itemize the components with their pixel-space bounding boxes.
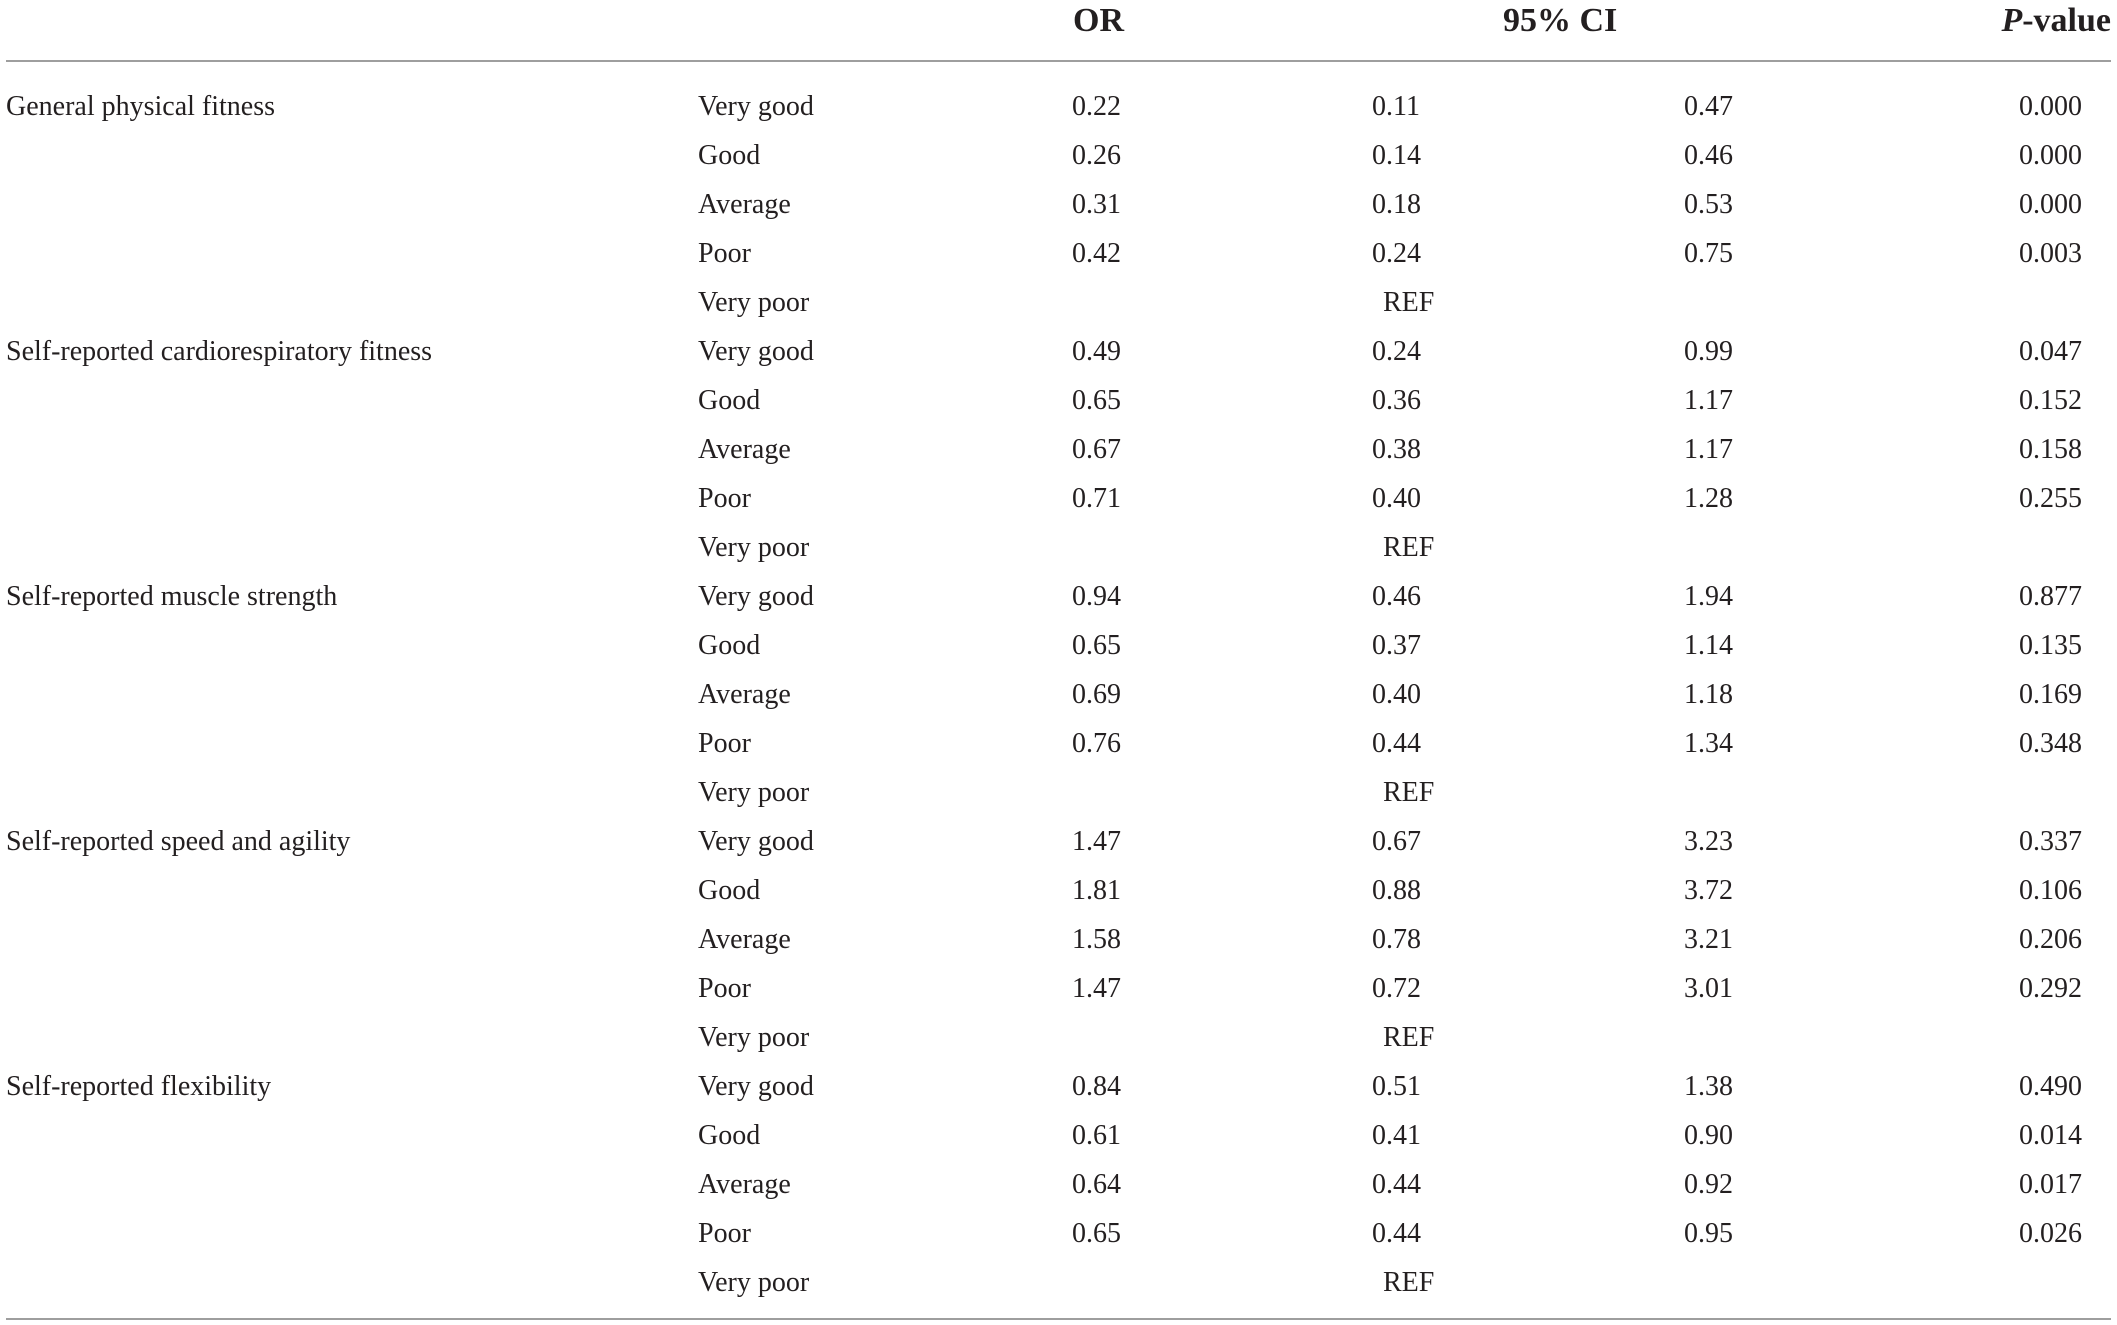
table-row [0, 1160, 2117, 1209]
variable-name: Self-reported muscle strength [6, 581, 338, 612]
table-row [0, 180, 2117, 229]
ci-lower-value: 0.44 [1372, 1218, 1421, 1249]
ci-lower-value: 0.24 [1372, 238, 1421, 269]
ci-lower-value: 0.40 [1372, 483, 1421, 514]
odds-ratio-value: 0.22 [1072, 91, 1121, 122]
ci-lower-value: 0.24 [1372, 336, 1421, 367]
table-row [0, 572, 2117, 621]
level-label: Good [698, 630, 761, 661]
level-label: Very poor [698, 1267, 810, 1298]
reference-label: REF [1383, 1267, 1435, 1298]
table-row [0, 866, 2117, 915]
ci-lower-value: 0.18 [1372, 189, 1421, 220]
ci-lower-value: 0.14 [1372, 140, 1421, 171]
p-value: 0.490 [2019, 1071, 2082, 1102]
variable-name: Self-reported speed and agility [6, 826, 351, 857]
reference-label: REF [1383, 1022, 1435, 1053]
table-header [0, 0, 2117, 60]
ci-upper-value: 0.47 [1684, 91, 1733, 122]
table-row [0, 376, 2117, 425]
table-row [0, 474, 2117, 523]
header-or: OR [1073, 2, 1124, 39]
reference-label: REF [1383, 777, 1435, 808]
p-value: 0.106 [2019, 875, 2082, 906]
level-label: Very good [698, 826, 814, 857]
level-label: Very poor [698, 777, 810, 808]
ci-upper-value: 1.18 [1684, 679, 1733, 710]
table-row [0, 523, 2117, 572]
p-value: 0.337 [2019, 826, 2082, 857]
ci-lower-value: 0.88 [1372, 875, 1421, 906]
ci-lower-value: 0.37 [1372, 630, 1421, 661]
level-label: Poor [698, 483, 751, 514]
odds-ratio-value: 0.71 [1072, 483, 1121, 514]
ci-upper-value: 0.95 [1684, 1218, 1733, 1249]
p-value: 0.348 [2019, 728, 2082, 759]
p-value: 0.000 [2019, 91, 2082, 122]
header-p-value [2001, 0, 2111, 42]
level-label: Good [698, 1120, 761, 1151]
odds-ratio-value: 0.65 [1072, 630, 1121, 661]
ci-lower-value: 0.72 [1372, 973, 1421, 1004]
reference-label: REF [1383, 532, 1435, 563]
level-label: Good [698, 140, 761, 171]
ci-upper-value: 0.90 [1684, 1120, 1733, 1151]
p-value: 0.014 [2019, 1120, 2082, 1151]
table-row [0, 229, 2117, 278]
variable-name: General physical fitness [6, 91, 276, 122]
level-label: Very poor [698, 532, 810, 563]
table-row [0, 817, 2117, 866]
ci-upper-value: 3.23 [1684, 826, 1733, 857]
odds-ratio-value: 1.47 [1072, 973, 1121, 1004]
table-row [0, 278, 2117, 327]
odds-ratio-value: 0.76 [1072, 728, 1121, 759]
ci-upper-value: 0.75 [1684, 238, 1733, 269]
p-value: 0.047 [2019, 336, 2082, 367]
ci-lower-value: 0.38 [1372, 434, 1421, 465]
ci-lower-value: 0.36 [1372, 385, 1421, 416]
odds-ratio-value: 1.58 [1072, 924, 1121, 955]
ci-upper-value: 0.46 [1684, 140, 1733, 171]
ci-lower-value: 0.41 [1372, 1120, 1421, 1151]
p-value: 0.206 [2019, 924, 2082, 955]
odds-ratio-value: 0.94 [1072, 581, 1121, 612]
bottom-rule [6, 1318, 2111, 1320]
ci-upper-value: 3.01 [1684, 973, 1733, 1004]
level-label: Very good [698, 1071, 814, 1102]
level-label: Average [698, 679, 791, 710]
level-label: Average [698, 924, 791, 955]
table-row [0, 621, 2117, 670]
odds-ratio-value: 0.49 [1072, 336, 1121, 367]
odds-ratio-value: 0.64 [1072, 1169, 1121, 1200]
table-row [0, 915, 2117, 964]
level-label: Average [698, 189, 791, 220]
table-row [0, 719, 2117, 768]
ci-upper-value: 0.53 [1684, 189, 1733, 220]
table-row [0, 82, 2117, 131]
p-value: 0.026 [2019, 1218, 2082, 1249]
level-label: Poor [698, 973, 751, 1004]
p-value: 0.017 [2019, 1169, 2082, 1200]
ci-lower-value: 0.44 [1372, 1169, 1421, 1200]
ci-upper-value: 1.38 [1684, 1071, 1733, 1102]
ci-upper-value: 0.99 [1684, 336, 1733, 367]
table-row [0, 1209, 2117, 1258]
level-label: Very poor [698, 1022, 810, 1053]
ci-upper-value: 1.34 [1684, 728, 1733, 759]
ci-upper-value: 3.21 [1684, 924, 1733, 955]
level-label: Good [698, 875, 761, 906]
reference-label: REF [1383, 287, 1435, 318]
variable-name: Self-reported flexibility [6, 1071, 272, 1102]
level-label: Very good [698, 336, 814, 367]
odds-ratio-value: 0.69 [1072, 679, 1121, 710]
level-label: Very good [698, 581, 814, 612]
table-row [0, 670, 2117, 719]
level-label: Very poor [698, 287, 810, 318]
p-value: 0.255 [2019, 483, 2082, 514]
ci-lower-value: 0.46 [1372, 581, 1421, 612]
ci-lower-value: 0.44 [1372, 728, 1421, 759]
table-row [0, 964, 2117, 1013]
ci-upper-value: 1.14 [1684, 630, 1733, 661]
table-row [0, 768, 2117, 817]
p-value: 0.003 [2019, 238, 2082, 269]
p-value: 0.135 [2019, 630, 2082, 661]
table-row [0, 1062, 2117, 1111]
header-p-italic: P [2001, 2, 2023, 39]
p-value: 0.152 [2019, 385, 2082, 416]
level-label: Poor [698, 238, 751, 269]
ci-lower-value: 0.78 [1372, 924, 1421, 955]
odds-ratio-value: 0.65 [1072, 385, 1121, 416]
level-label: Very good [698, 91, 814, 122]
level-label: Poor [698, 728, 751, 759]
table-body [0, 82, 2117, 1307]
ci-upper-value: 1.28 [1684, 483, 1733, 514]
level-label: Poor [698, 1218, 751, 1249]
odds-ratio-value: 0.65 [1072, 1218, 1121, 1249]
p-value: 0.000 [2019, 140, 2082, 171]
header-ci: 95% CI [1503, 2, 1618, 39]
ci-lower-value: 0.11 [1372, 91, 1420, 122]
ci-lower-value: 0.51 [1372, 1071, 1421, 1102]
table-row [0, 1111, 2117, 1160]
variable-name: Self-reported cardiorespiratory fitness [6, 336, 433, 367]
p-value: 0.169 [2019, 679, 2082, 710]
table-row [0, 425, 2117, 474]
level-label: Good [698, 385, 761, 416]
ci-upper-value: 1.17 [1684, 385, 1733, 416]
header-rule [6, 60, 2111, 62]
odds-ratio-value: 0.61 [1072, 1120, 1121, 1151]
p-value: 0.158 [2019, 434, 2082, 465]
ci-upper-value: 3.72 [1684, 875, 1733, 906]
ci-upper-value: 0.92 [1684, 1169, 1733, 1200]
header-p-rest: -value [2022, 2, 2111, 39]
table-row [0, 1258, 2117, 1307]
table-row [0, 327, 2117, 376]
p-value: 0.292 [2019, 973, 2082, 1004]
odds-ratio-value: 0.26 [1072, 140, 1121, 171]
p-value: 0.000 [2019, 189, 2082, 220]
ci-lower-value: 0.40 [1372, 679, 1421, 710]
odds-ratio-value: 0.67 [1072, 434, 1121, 465]
ci-lower-value: 0.67 [1372, 826, 1421, 857]
ci-upper-value: 1.17 [1684, 434, 1733, 465]
odds-ratio-value: 0.84 [1072, 1071, 1121, 1102]
p-value: 0.877 [2019, 581, 2082, 612]
ci-upper-value: 1.94 [1684, 581, 1733, 612]
odds-ratio-value: 1.81 [1072, 875, 1121, 906]
odds-ratio-value: 1.47 [1072, 826, 1121, 857]
table-row [0, 131, 2117, 180]
odds-ratio-value: 0.42 [1072, 238, 1121, 269]
table-row [0, 1013, 2117, 1062]
level-label: Average [698, 1169, 791, 1200]
level-label: Average [698, 434, 791, 465]
odds-ratio-value: 0.31 [1072, 189, 1121, 220]
